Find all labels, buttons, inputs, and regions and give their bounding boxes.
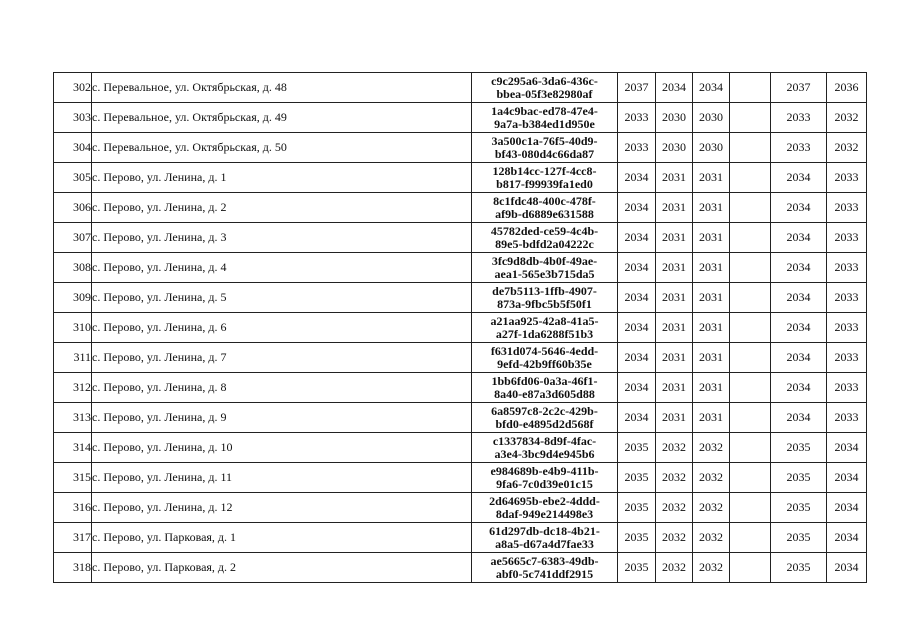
fias-id-line-2: aea1-565e3b715da5: [494, 266, 595, 281]
fias-id-cell: [472, 163, 618, 193]
address-cell: с. Перово, ул. Парковая, д. 1: [92, 523, 472, 553]
fias-id-line-1: ae5665c7-6383-49db-: [490, 553, 599, 568]
year-cell-2: 2032: [656, 463, 693, 493]
fias-id-cell: [472, 343, 618, 373]
fias-id-line-1: c1337834-8d9f-4fac-: [492, 433, 597, 448]
table-row: [54, 343, 867, 373]
address-cell: с. Перово, ул. Ленина, д. 8: [92, 373, 472, 403]
year-cell-5: 2035: [771, 433, 827, 463]
row-number-cell: 302: [54, 73, 92, 103]
year-cell-6: 2032: [827, 103, 867, 133]
year-cell-5: 2033: [771, 133, 827, 163]
fias-id-cell: [472, 103, 618, 133]
year-cell-1: 2034: [618, 313, 656, 343]
fias-id-line-1: f631d074-5646-4edd-: [490, 343, 599, 358]
year-cell-5: 2034: [771, 313, 827, 343]
table-row: [54, 433, 867, 463]
year-cell-1: 2034: [618, 343, 656, 373]
year-cell-4: [730, 223, 771, 253]
fias-id-line-1: de7b5113-1ffb-4907-: [492, 283, 597, 298]
year-cell-2: 2034: [656, 73, 693, 103]
year-cell-2: 2031: [656, 283, 693, 313]
year-cell-1: 2034: [618, 223, 656, 253]
fias-id-line-1: 2d64695b-ebe2-4ddd-: [489, 493, 600, 508]
year-cell-4: [730, 133, 771, 163]
fias-id-cell: [472, 73, 618, 103]
year-cell-3: 2031: [693, 223, 730, 253]
year-cell-5: 2035: [771, 553, 827, 583]
year-cell-1: 2033: [618, 103, 656, 133]
year-cell-2: 2031: [656, 163, 693, 193]
fias-id-cell: [472, 373, 618, 403]
row-number-cell: 304: [54, 133, 92, 163]
year-cell-6: 2033: [827, 253, 867, 283]
row-number-cell: 307: [54, 223, 92, 253]
year-cell-1: 2035: [618, 523, 656, 553]
year-cell-5: 2034: [771, 373, 827, 403]
year-cell-4: [730, 163, 771, 193]
fias-id-line-1: e984689b-e4b9-411b-: [490, 463, 599, 478]
year-cell-4: [730, 73, 771, 103]
address-cell: с. Перово, ул. Ленина, д. 10: [92, 433, 472, 463]
table-row: [54, 283, 867, 313]
year-cell-3: 2032: [693, 523, 730, 553]
year-cell-4: [730, 373, 771, 403]
table-row: [54, 163, 867, 193]
row-number-cell: 311: [54, 343, 92, 373]
year-cell-5: 2035: [771, 493, 827, 523]
year-cell-1: 2037: [618, 73, 656, 103]
table-row: [54, 133, 867, 163]
table-row: [54, 373, 867, 403]
table-row: [54, 553, 867, 583]
year-cell-5: 2034: [771, 223, 827, 253]
row-number-cell: 318: [54, 553, 92, 583]
address-cell: с. Перевальное, ул. Октябрьская, д. 50: [92, 133, 472, 163]
fias-id-cell: [472, 493, 618, 523]
row-number-cell: 308: [54, 253, 92, 283]
row-number-cell: 306: [54, 193, 92, 223]
year-cell-4: [730, 283, 771, 313]
fias-id-line-1: a21aa925-42a8-41a5-: [490, 313, 599, 328]
year-cell-2: 2031: [656, 223, 693, 253]
year-cell-5: 2034: [771, 403, 827, 433]
year-cell-1: 2034: [618, 283, 656, 313]
year-cell-5: 2037: [771, 73, 827, 103]
year-cell-6: 2034: [827, 433, 867, 463]
year-cell-4: [730, 553, 771, 583]
address-cell: с. Перово, ул. Ленина, д. 6: [92, 313, 472, 343]
year-cell-2: 2031: [656, 403, 693, 433]
fias-id-line-1: 45782ded-ce59-4c4b-: [490, 223, 599, 238]
fias-id-cell: [472, 253, 618, 283]
year-cell-1: 2035: [618, 463, 656, 493]
year-cell-3: 2032: [693, 463, 730, 493]
fias-id-line-1: 128b14cc-127f-4cc8-: [492, 163, 597, 178]
table-row: [54, 313, 867, 343]
fias-id-line-2: 8a40-e87a3d605d88: [494, 386, 595, 401]
year-cell-4: [730, 343, 771, 373]
fias-id-line-2: 8daf-949e214498e3: [495, 506, 594, 521]
year-cell-5: 2033: [771, 103, 827, 133]
fias-id-cell: [472, 223, 618, 253]
year-cell-1: 2034: [618, 193, 656, 223]
table-row: [54, 193, 867, 223]
year-cell-2: 2031: [656, 253, 693, 283]
address-cell: с. Перово, ул. Ленина, д. 5: [92, 283, 472, 313]
fias-id-line-2: af9b-d6889e631588: [495, 206, 594, 221]
year-cell-3: 2032: [693, 493, 730, 523]
year-cell-4: [730, 313, 771, 343]
year-cell-6: 2034: [827, 463, 867, 493]
year-cell-3: 2031: [693, 283, 730, 313]
year-cell-3: 2031: [693, 373, 730, 403]
row-number-cell: 303: [54, 103, 92, 133]
year-cell-6: 2033: [827, 283, 867, 313]
row-number-cell: 317: [54, 523, 92, 553]
fias-id-cell: [472, 523, 618, 553]
table-row: [54, 223, 867, 253]
row-number-cell: 312: [54, 373, 92, 403]
fias-id-line-1: 8c1fdc48-400c-478f-: [493, 193, 596, 208]
fias-id-line-2: 9efd-42b9ff60b35e: [497, 356, 592, 371]
table-row: [54, 403, 867, 433]
year-cell-4: [730, 103, 771, 133]
year-cell-6: 2034: [827, 523, 867, 553]
year-cell-4: [730, 493, 771, 523]
year-cell-5: 2034: [771, 283, 827, 313]
fias-id-line-2: a8a5-d67a4d7fae33: [495, 536, 594, 551]
row-number-cell: 315: [54, 463, 92, 493]
year-cell-1: 2034: [618, 403, 656, 433]
address-cell: с. Перово, ул. Ленина, д. 4: [92, 253, 472, 283]
address-cell: с. Перово, ул. Ленина, д. 9: [92, 403, 472, 433]
year-cell-2: 2031: [656, 343, 693, 373]
fias-id-line-2: a27f-1da6288f51b3: [495, 326, 594, 341]
year-cell-6: 2032: [827, 133, 867, 163]
year-cell-5: 2034: [771, 343, 827, 373]
year-cell-4: [730, 253, 771, 283]
year-cell-4: [730, 523, 771, 553]
table-row: [54, 253, 867, 283]
year-cell-3: 2030: [693, 133, 730, 163]
table-row: [54, 463, 867, 493]
table-row: [54, 103, 867, 133]
row-number-cell: 313: [54, 403, 92, 433]
year-cell-6: 2036: [827, 73, 867, 103]
address-cell: с. Перевальное, ул. Октябрьская, д. 48: [92, 73, 472, 103]
year-cell-6: 2033: [827, 403, 867, 433]
fias-id-cell: [472, 403, 618, 433]
year-cell-2: 2032: [656, 433, 693, 463]
fias-id-line-2: a3e4-3bc9d4e945b6: [494, 446, 595, 461]
fias-id-line-2: b817-f99939fa1ed0: [496, 176, 593, 191]
year-cell-4: [730, 463, 771, 493]
table-row: [54, 493, 867, 523]
year-cell-1: 2034: [618, 373, 656, 403]
address-cell: с. Перово, ул. Ленина, д. 11: [92, 463, 472, 493]
year-cell-1: 2033: [618, 133, 656, 163]
address-cell: с. Перово, ул. Ленина, д. 7: [92, 343, 472, 373]
year-cell-6: 2033: [827, 373, 867, 403]
year-cell-4: [730, 403, 771, 433]
fias-id-cell: [472, 433, 618, 463]
year-cell-5: 2035: [771, 523, 827, 553]
year-cell-3: 2031: [693, 253, 730, 283]
fias-id-line-1: 1a4c9bac-ed78-47e4-: [491, 103, 598, 118]
year-cell-1: 2035: [618, 493, 656, 523]
fias-id-cell: [472, 193, 618, 223]
address-cell: с. Перово, ул. Парковая, д. 2: [92, 553, 472, 583]
fias-id-line-1: 1bb6fd06-0a3a-46f1-: [491, 373, 598, 388]
year-cell-6: 2033: [827, 223, 867, 253]
table-row: [54, 523, 867, 553]
year-cell-3: 2031: [693, 343, 730, 373]
fias-id-line-2: bbea-05f3e82980af: [496, 86, 593, 101]
address-cell: с. Перевальное, ул. Октябрьская, д. 49: [92, 103, 472, 133]
year-cell-1: 2035: [618, 553, 656, 583]
year-cell-1: 2035: [618, 433, 656, 463]
year-cell-2: 2031: [656, 313, 693, 343]
row-number-cell: 310: [54, 313, 92, 343]
address-cell: с. Перово, ул. Ленина, д. 3: [92, 223, 472, 253]
year-cell-5: 2035: [771, 463, 827, 493]
year-cell-1: 2034: [618, 163, 656, 193]
year-cell-2: 2032: [656, 553, 693, 583]
year-cell-2: 2032: [656, 523, 693, 553]
fias-id-line-1: 61d297db-dc18-4b21-: [489, 523, 600, 538]
fias-id-line-1: c9c295a6-3da6-436c-: [491, 73, 598, 88]
year-cell-6: 2033: [827, 193, 867, 223]
fias-id-line-2: bfd0-e4895d2d568f: [495, 416, 594, 431]
year-cell-3: 2031: [693, 403, 730, 433]
fias-id-line-2: bf43-080d4c66da87: [494, 146, 595, 161]
fias-id-cell: [472, 283, 618, 313]
fias-id-cell: [472, 553, 618, 583]
year-cell-2: 2030: [656, 103, 693, 133]
year-cell-2: 2032: [656, 493, 693, 523]
year-cell-5: 2034: [771, 163, 827, 193]
fias-id-cell: [472, 133, 618, 163]
housing-registry-table: [53, 72, 867, 583]
fias-id-line-2: 9a7a-b384ed1d950e: [494, 116, 595, 131]
year-cell-2: 2031: [656, 373, 693, 403]
fias-id-line-2: abf0-5c741ddf2915: [495, 566, 594, 581]
fias-id-line-1: 3a500c1a-76f5-40d9-: [491, 133, 598, 148]
year-cell-3: 2031: [693, 163, 730, 193]
fias-id-line-2: 9fa6-7c0d39e01c15: [496, 476, 593, 491]
row-number-cell: 314: [54, 433, 92, 463]
fias-id-line-1: 3fc9d8db-4b0f-49ae-: [491, 253, 598, 268]
row-number-cell: 316: [54, 493, 92, 523]
year-cell-6: 2034: [827, 553, 867, 583]
year-cell-2: 2030: [656, 133, 693, 163]
fias-id-line-1: 6a8597c8-2c2c-429b-: [491, 403, 598, 418]
year-cell-3: 2034: [693, 73, 730, 103]
year-cell-1: 2034: [618, 253, 656, 283]
year-cell-6: 2033: [827, 343, 867, 373]
year-cell-3: 2032: [693, 553, 730, 583]
year-cell-5: 2034: [771, 193, 827, 223]
fias-id-line-2: 89e5-bdfd2a04222c: [495, 236, 594, 251]
fias-id-line-2: 873a-9fbc5b5f50f1: [497, 296, 592, 311]
address-cell: с. Перово, ул. Ленина, д. 1: [92, 163, 472, 193]
year-cell-4: [730, 193, 771, 223]
year-cell-6: 2033: [827, 163, 867, 193]
address-cell: с. Перово, ул. Ленина, д. 12: [92, 493, 472, 523]
fias-id-cell: [472, 313, 618, 343]
year-cell-6: 2034: [827, 493, 867, 523]
year-cell-5: 2034: [771, 253, 827, 283]
fias-id-cell: [472, 463, 618, 493]
row-number-cell: 305: [54, 163, 92, 193]
table-row: [54, 73, 867, 103]
year-cell-2: 2031: [656, 193, 693, 223]
row-number-cell: 309: [54, 283, 92, 313]
year-cell-6: 2033: [827, 313, 867, 343]
year-cell-3: 2032: [693, 433, 730, 463]
year-cell-3: 2031: [693, 193, 730, 223]
table-body: [54, 73, 867, 583]
address-cell: с. Перово, ул. Ленина, д. 2: [92, 193, 472, 223]
year-cell-4: [730, 433, 771, 463]
year-cell-3: 2030: [693, 103, 730, 133]
year-cell-3: 2031: [693, 313, 730, 343]
